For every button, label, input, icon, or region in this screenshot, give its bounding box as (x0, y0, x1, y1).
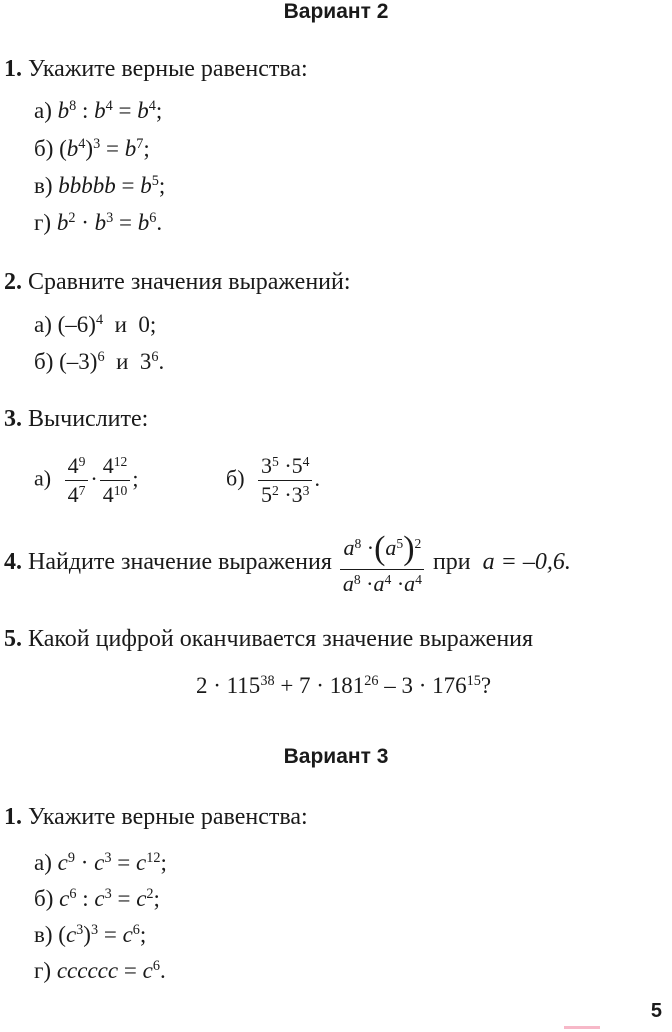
v2-q5-expression: $2 \cdot 115^{38} + 7 \cdot 181^{26} - 3 \cdot 176^{15}$? (196, 673, 492, 698)
variant-3-heading: Вариант 3 (283, 745, 389, 768)
v2-question-4 (4, 530, 571, 597)
question-text: Сравните значения выражений: (28, 269, 351, 295)
option-label: а) (34, 465, 52, 491)
option-label: в) (34, 173, 53, 198)
option-label: г) (34, 210, 52, 235)
v2-question-1 (4, 56, 308, 83)
option-expression: $(c^3)^3 = c^6$; (58, 922, 147, 947)
q4-fraction: $\frac{a^8 \cdot(a^5)^2}{a^8 \cdot a^4 \cdot a^4}$ (340, 530, 425, 597)
question-text: Укажите верные равенства: (28, 804, 308, 830)
v2-question-2 (4, 269, 351, 296)
option-expression: $b^2 \cdot b^3 = b^6$. (56, 210, 163, 235)
question-number: 4. (4, 549, 22, 576)
v3-q1-option-d (34, 958, 166, 984)
page-number: 5 (650, 1000, 662, 1022)
option-expression: $(-3)^6$ и $3^6$. (59, 349, 165, 374)
v3-q1-option-b (34, 886, 160, 912)
option-expression: $(-6)^4$ и 0; (57, 312, 157, 337)
option-expression: $c^6$ : $c^3 = c^2$; (59, 886, 160, 911)
v2-q1-option-c (34, 173, 165, 199)
option-label: б) (34, 349, 54, 374)
option-label: б) (34, 886, 54, 911)
v3-q1-option-a (34, 850, 167, 876)
v3-q1-option-c (34, 922, 146, 948)
question-number: 1. (4, 804, 22, 830)
condition-word: при (432, 549, 471, 576)
condition-value: a = –0,6. (482, 549, 571, 576)
v2-q2-option-b (34, 349, 164, 375)
question-number: 3. (4, 406, 22, 432)
v2-question-3 (4, 406, 148, 433)
v2-q3-option-a (34, 453, 138, 508)
variant-2-heading: Вариант 2 (283, 0, 389, 23)
v2-q3-option-b (226, 453, 320, 508)
option-label: в) (34, 922, 53, 947)
option-label: г) (34, 958, 52, 983)
question-text: Вычислите: (28, 406, 149, 432)
question-text: Найдите значение выражения (28, 549, 332, 576)
option-label: б) (226, 465, 245, 491)
question-number: 1. (4, 56, 22, 82)
option-expression: cccccc = $c^6$. (56, 958, 166, 983)
option-expression: bbbbb = $b^5$; (58, 173, 166, 198)
v2-question-5 (4, 626, 533, 653)
option-expression: $\frac{4^9}{4^7}$ · $\frac{4^{12}}{4^{10}}$ ; (63, 466, 139, 491)
question-text: Укажите верные равенства: (28, 56, 308, 82)
option-expression: $(b^4)^3 = b^7$; (59, 136, 150, 161)
v2-q1-option-a (34, 98, 162, 124)
v3-question-1 (4, 804, 308, 831)
option-expression: $b^8$ : $b^4 = b^4$; (57, 98, 163, 123)
v2-q2-option-a (34, 312, 156, 338)
v2-q1-option-b (34, 136, 150, 162)
question-number: 5. (4, 626, 22, 652)
option-expression: $\frac{3^5 \cdot 5^4}{5^2 \cdot 3^3}$ . (256, 466, 320, 491)
option-label: б) (34, 136, 54, 161)
question-text: Какой цифрой оканчивается значение выражения (28, 626, 534, 652)
option-label: а) (34, 98, 52, 123)
decorative-mark (564, 1026, 600, 1029)
option-expression: $c^9 \cdot c^3 = c^{12}$; (57, 850, 167, 875)
option-label: а) (34, 850, 52, 875)
option-label: а) (34, 312, 52, 337)
v2-q1-option-d (34, 210, 162, 236)
question-number: 2. (4, 269, 22, 295)
